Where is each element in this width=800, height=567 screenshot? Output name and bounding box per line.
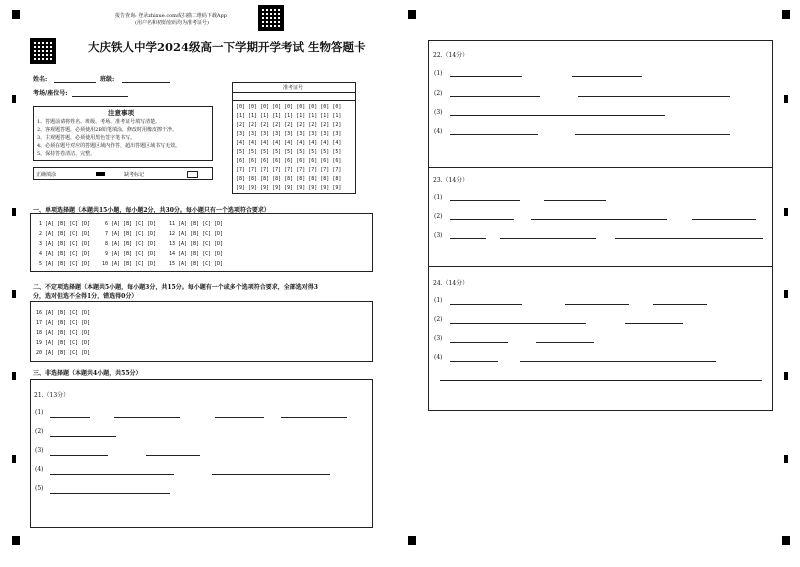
answer-line[interactable] bbox=[50, 493, 170, 494]
q21-label: (3) bbox=[35, 447, 44, 454]
name-label: 姓名: bbox=[33, 76, 48, 83]
absent-mark-label: 缺考标记 bbox=[124, 172, 145, 178]
section3-title: 三、非选择题（本题共4小题，共55分） bbox=[33, 370, 142, 377]
answer-line[interactable] bbox=[450, 323, 586, 324]
registration-mark bbox=[782, 10, 790, 19]
q23-label: (1) bbox=[434, 194, 443, 201]
absent-mark-checkbox[interactable] bbox=[187, 171, 198, 178]
answer-line[interactable] bbox=[450, 361, 498, 362]
exam-id-row[interactable]: [8] [8] [8] [8] [8] [8] [8] [8] [8] bbox=[236, 176, 342, 182]
choice-row[interactable]: 10 [A] [B] [C] [D] bbox=[102, 261, 157, 267]
q22-label: (4) bbox=[434, 128, 443, 135]
registration-mark bbox=[12, 95, 16, 103]
q21-label: (2) bbox=[35, 428, 44, 435]
section1-box bbox=[30, 213, 373, 272]
top-note-1: 报告查询: 登录zhixue.com或扫描二维码下载App bbox=[115, 13, 227, 19]
q23-heading: 23.（14分） bbox=[433, 177, 469, 184]
notice-item: 1、答题前请将姓名、班级、考场、准考证号填写清楚。 bbox=[37, 119, 161, 125]
q22-box bbox=[428, 40, 773, 168]
notice-box bbox=[33, 106, 213, 161]
notice-title: 注意事项 bbox=[108, 109, 134, 117]
seat-label: 考场/座位号: bbox=[33, 90, 68, 97]
answer-line[interactable] bbox=[625, 323, 683, 324]
choice-row[interactable]: 13 [A] [B] [C] [D] bbox=[169, 241, 224, 247]
q23-label: (3) bbox=[434, 232, 443, 239]
choice-row[interactable]: 7 [A] [B] [C] [D] bbox=[105, 231, 157, 237]
exam-id-row[interactable]: [7] [7] [7] [7] [7] [7] [7] [7] [7] bbox=[236, 167, 342, 173]
answer-line[interactable] bbox=[50, 417, 90, 418]
choice-row[interactable]: 16 [A] [B] [C] [D] bbox=[36, 310, 91, 316]
answer-line[interactable] bbox=[114, 417, 180, 418]
answer-line[interactable] bbox=[50, 474, 174, 475]
choice-row[interactable]: 2 [A] [B] [C] [D] bbox=[39, 231, 91, 237]
registration-mark bbox=[784, 208, 788, 216]
section2-box bbox=[30, 301, 373, 362]
correct-fill-swatch bbox=[96, 172, 105, 176]
answer-line[interactable] bbox=[450, 134, 538, 135]
registration-mark bbox=[782, 536, 790, 545]
registration-mark bbox=[784, 290, 788, 298]
correct-fill-label: 正确填涂 bbox=[36, 172, 57, 178]
answer-line[interactable] bbox=[565, 304, 629, 305]
answer-line[interactable] bbox=[572, 76, 642, 77]
answer-line[interactable] bbox=[520, 361, 716, 362]
registration-mark bbox=[12, 455, 16, 463]
choice-row[interactable]: 6 [A] [B] [C] [D] bbox=[105, 221, 157, 227]
answer-line[interactable] bbox=[450, 219, 514, 220]
exam-id-row[interactable]: [9] [9] [9] [9] [9] [9] [9] [9] [9] bbox=[236, 185, 342, 191]
answer-line[interactable] bbox=[544, 200, 606, 201]
name-field[interactable] bbox=[54, 82, 96, 83]
choice-row[interactable]: 11 [A] [B] [C] [D] bbox=[169, 221, 224, 227]
q24-label: (1) bbox=[434, 297, 443, 304]
qr-code-icon bbox=[30, 38, 56, 64]
choice-row[interactable]: 1 [A] [B] [C] [D] bbox=[39, 221, 91, 227]
answer-line[interactable] bbox=[692, 219, 756, 220]
q22-label: (1) bbox=[434, 70, 443, 77]
exam-id-row[interactable]: [2] [2] [2] [2] [2] [2] [2] [2] [2] bbox=[236, 122, 342, 128]
exam-id-row[interactable]: [0] [0] [0] [0] [0] [0] [0] [0] [0] bbox=[236, 104, 342, 110]
answer-line[interactable] bbox=[575, 134, 730, 135]
registration-mark bbox=[12, 208, 16, 216]
registration-mark bbox=[12, 536, 20, 545]
q23-box bbox=[428, 167, 773, 267]
exam-id-row[interactable]: [3] [3] [3] [3] [3] [3] [3] [3] [3] bbox=[236, 131, 342, 137]
top-note-2: (用户名和初始密码均为准考证号) bbox=[135, 20, 209, 26]
answer-line[interactable] bbox=[500, 238, 596, 239]
choice-row[interactable]: 14 [A] [B] [C] [D] bbox=[169, 251, 224, 257]
choice-row[interactable]: 5 [A] [B] [C] [D] bbox=[39, 261, 91, 267]
registration-mark bbox=[12, 290, 16, 298]
q21-heading: 21.（13分） bbox=[34, 392, 70, 399]
exam-id-row[interactable]: [5] [5] [5] [5] [5] [5] [5] [5] [5] bbox=[236, 149, 342, 155]
registration-mark bbox=[784, 455, 788, 463]
exam-id-grid bbox=[232, 82, 356, 194]
q21-label: (1) bbox=[35, 409, 44, 416]
choice-row[interactable]: 3 [A] [B] [C] [D] bbox=[39, 241, 91, 247]
q22-heading: 22.（14分） bbox=[433, 52, 469, 59]
choice-row[interactable]: 20 [A] [B] [C] [D] bbox=[36, 350, 91, 356]
exam-id-row[interactable]: [1] [1] [1] [1] [1] [1] [1] [1] [1] bbox=[236, 113, 342, 119]
notice-item: 3、主观题答题，必须使用黑色签字笔书写。 bbox=[37, 135, 136, 141]
q22-label: (3) bbox=[434, 109, 443, 116]
registration-mark bbox=[784, 372, 788, 380]
q24-label: (3) bbox=[434, 335, 443, 342]
registration-mark bbox=[12, 10, 20, 19]
choice-row[interactable]: 4 [A] [B] [C] [D] bbox=[39, 251, 91, 257]
answer-line[interactable] bbox=[50, 455, 108, 456]
answer-line[interactable] bbox=[450, 342, 508, 343]
notice-item: 5、保持答卷清洁、完整。 bbox=[37, 151, 96, 157]
registration-mark bbox=[784, 95, 788, 103]
exam-id-label: 准考证号 bbox=[283, 85, 304, 91]
q24-label: (2) bbox=[434, 316, 443, 323]
answer-line[interactable] bbox=[615, 238, 763, 239]
page-title: 大庆铁人中学2024级高一下学期开学考试 生物答题卡 bbox=[88, 40, 366, 54]
q24-label: (4) bbox=[434, 354, 443, 361]
choice-row[interactable]: 12 [A] [B] [C] [D] bbox=[169, 231, 224, 237]
q21-label: (5) bbox=[35, 485, 44, 492]
registration-mark bbox=[12, 372, 16, 380]
answer-line[interactable] bbox=[450, 200, 520, 201]
registration-mark bbox=[408, 10, 416, 19]
section2-title-cont: 分，选对但选不全得1分，错选得0分） bbox=[33, 293, 138, 300]
notice-item: 2、客观题答题，必须使用2B铅笔填涂，修改时用橡皮擦干净。 bbox=[37, 127, 178, 133]
answer-line[interactable] bbox=[440, 380, 762, 381]
q22-label: (2) bbox=[434, 90, 443, 97]
class-label: 班级: bbox=[100, 76, 115, 83]
answer-line[interactable] bbox=[215, 417, 264, 418]
answer-line[interactable] bbox=[146, 455, 200, 456]
answer-line[interactable] bbox=[653, 304, 707, 305]
qr-code-icon bbox=[258, 5, 284, 31]
answer-line[interactable] bbox=[450, 115, 665, 116]
registration-mark bbox=[408, 536, 416, 545]
seat-field[interactable] bbox=[72, 96, 128, 97]
answer-line[interactable] bbox=[450, 304, 522, 305]
section1-title: 一、单项选择题（本题共15小题，每小题2分，共30分。每小题只有一个选项符合要求） bbox=[33, 207, 270, 214]
choice-row[interactable]: 18 [A] [B] [C] [D] bbox=[36, 330, 91, 336]
answer-line[interactable] bbox=[212, 474, 330, 475]
q23-label: (2) bbox=[434, 213, 443, 220]
answer-line[interactable] bbox=[450, 238, 486, 239]
choice-row[interactable]: 17 [A] [B] [C] [D] bbox=[36, 320, 91, 326]
choice-row[interactable]: 15 [A] [B] [C] [D] bbox=[169, 261, 224, 267]
answer-line[interactable] bbox=[531, 219, 667, 220]
choice-row[interactable]: 9 [A] [B] [C] [D] bbox=[105, 251, 157, 257]
answer-line[interactable] bbox=[450, 76, 522, 77]
choice-row[interactable]: 8 [A] [B] [C] [D] bbox=[105, 241, 157, 247]
section2-title: 二、不定项选择题（本题共5小题，每小题3分，共15分。每小题有一个或多个选项符合要求，全部选对得3 bbox=[33, 284, 318, 291]
q24-heading: 24.（14分） bbox=[433, 280, 469, 287]
q21-box bbox=[30, 379, 373, 528]
class-field[interactable] bbox=[122, 82, 170, 83]
answer-line[interactable] bbox=[578, 96, 730, 97]
answer-line[interactable] bbox=[50, 436, 116, 437]
q24-box bbox=[428, 266, 773, 411]
fill-example bbox=[33, 167, 213, 180]
answer-line[interactable] bbox=[450, 96, 540, 97]
answer-line[interactable] bbox=[536, 342, 594, 343]
choice-row[interactable]: 19 [A] [B] [C] [D] bbox=[36, 340, 91, 346]
exam-id-row[interactable]: [4] [4] [4] [4] [4] [4] [4] [4] [4] bbox=[236, 140, 342, 146]
q21-label: (4) bbox=[35, 466, 44, 473]
answer-line[interactable] bbox=[281, 417, 347, 418]
exam-id-row[interactable]: [6] [6] [6] [6] [6] [6] [6] [6] [6] bbox=[236, 158, 342, 164]
notice-item: 4、必须在题号对应的答题区域内作答，超出答题区域书写无效。 bbox=[37, 143, 181, 149]
